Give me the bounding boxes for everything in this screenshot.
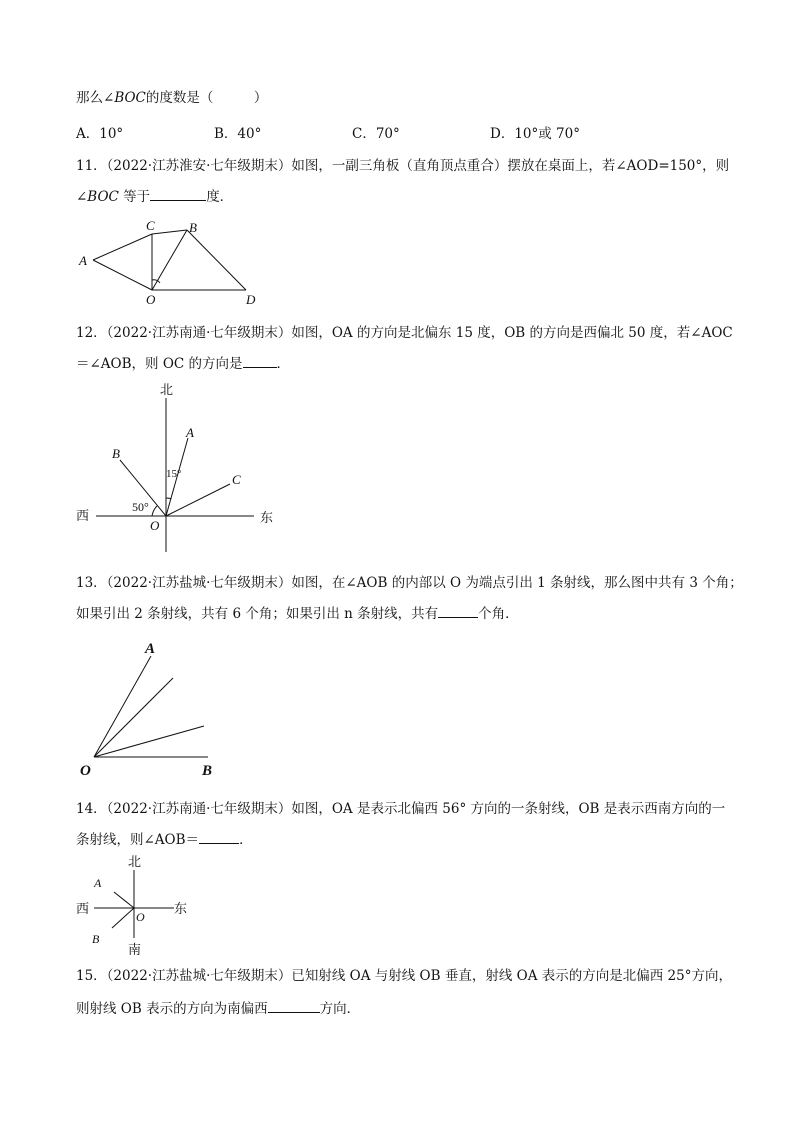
q14-answer-blank[interactable] xyxy=(199,829,239,844)
q11-label-a: A xyxy=(79,253,87,268)
q10-choice-c: C．70° xyxy=(352,126,400,142)
q14-label-b: B xyxy=(92,932,100,946)
q10-choice-b: B．40° xyxy=(214,126,262,142)
q11-var: ∠BOC xyxy=(76,189,119,205)
q15-line1: 15．（2022·江苏盐城·七年级期末）已知射线 OA 与射线 OB 垂直，射线 OA 表示的方向是北偏西 25°方向， xyxy=(76,968,732,984)
q11-figure xyxy=(76,216,276,306)
q12-line1: 12．（2022·江苏南通·七年级期末）如图，OA 的方向是北偏东 15 度，OB 的方向是西偏北 50 度，若∠AOC xyxy=(76,325,733,341)
q14-line2 xyxy=(76,829,253,850)
q12-east-label: 东 xyxy=(260,510,274,525)
q13-line1: 13．（2022·江苏盐城·七年级期末）如图，在∠AOB 的内部以 O 为端点引出 1 条射线，那么图中共有 3 个角； xyxy=(76,575,743,591)
q13-label-a: A xyxy=(145,641,156,657)
q11-answer-blank[interactable] xyxy=(150,186,206,201)
q12-figure xyxy=(70,380,290,560)
q13-answer-blank[interactable] xyxy=(438,603,478,618)
q11-text-b: 度． xyxy=(206,189,234,205)
q15-line2 xyxy=(76,998,360,1019)
q12-label-b: B xyxy=(112,446,120,461)
q12-text-a: ＝∠AOB，则 OC 的方向是 xyxy=(76,356,243,372)
q14-figure xyxy=(70,852,200,962)
q12-label-o: O xyxy=(150,518,160,533)
q11-line2 xyxy=(76,186,233,207)
q11-label-d: D xyxy=(246,292,256,307)
q11-label-b: B xyxy=(189,220,197,235)
q15-text-a: 则射线 OB 表示的方向为南偏西 xyxy=(76,1001,268,1017)
q12-answer-blank[interactable] xyxy=(243,353,277,368)
q14-west-label: 西 xyxy=(76,901,90,916)
q14-text-b: ． xyxy=(239,832,253,848)
q12-angle-50: 50° xyxy=(132,500,149,514)
q10-stem xyxy=(76,88,267,108)
q11-line1: 11．（2022·江苏淮安·七年级期末）如图，一副三角板（直角顶点重合）摆放在桌面上，若∠AOD=150°，则 xyxy=(76,158,730,174)
q12-north-label: 北 xyxy=(160,382,174,397)
q12-west-label: 西 xyxy=(76,508,90,523)
q15-answer-blank[interactable] xyxy=(268,998,320,1013)
q14-north-label: 北 xyxy=(128,854,142,869)
q13-line2 xyxy=(76,603,519,624)
q10-choice-d: D．10°或 70° xyxy=(490,126,580,142)
q14-east-label: 东 xyxy=(174,901,188,916)
q14-label-o: O xyxy=(136,910,145,924)
q14-text-a: 条射线，则∠AOB＝ xyxy=(76,832,200,848)
q12-text-b: ． xyxy=(276,356,291,372)
q14-label-a: A xyxy=(94,876,102,890)
q12-label-c: C xyxy=(232,472,241,487)
q13-label-o: O xyxy=(80,763,91,779)
q10-stem-var: BOC xyxy=(114,90,146,106)
q12-angle-15: 15° xyxy=(166,468,182,480)
q14-south-label: 南 xyxy=(128,942,142,957)
q13-text-a: 如果引出 2 条射线，共有 6 个角；如果引出 n 条射线，共有 xyxy=(76,606,439,622)
q10-choice-a: A．10° xyxy=(76,126,124,142)
q13-text-b: 个角． xyxy=(478,606,519,622)
q10-stem-text-a: 那么∠ xyxy=(76,90,115,106)
q14-line1: 14．（2022·江苏南通·七年级期末）如图，OA 是表示北偏西 56° 方向的一条射线，OB 是表示西南方向的一 xyxy=(76,801,726,817)
q13-figure xyxy=(76,638,236,778)
q12-line2 xyxy=(76,353,290,374)
q10-stem-text-b: 的度数是（ ） xyxy=(145,90,268,106)
q13-label-b: B xyxy=(202,763,213,779)
q11-label-o: O xyxy=(146,292,156,307)
q15-text-b: 方向． xyxy=(319,1001,361,1017)
q11-label-c: C xyxy=(146,218,155,233)
q12-label-a: A xyxy=(186,425,194,440)
q11-text-a: 等于 xyxy=(118,189,151,205)
